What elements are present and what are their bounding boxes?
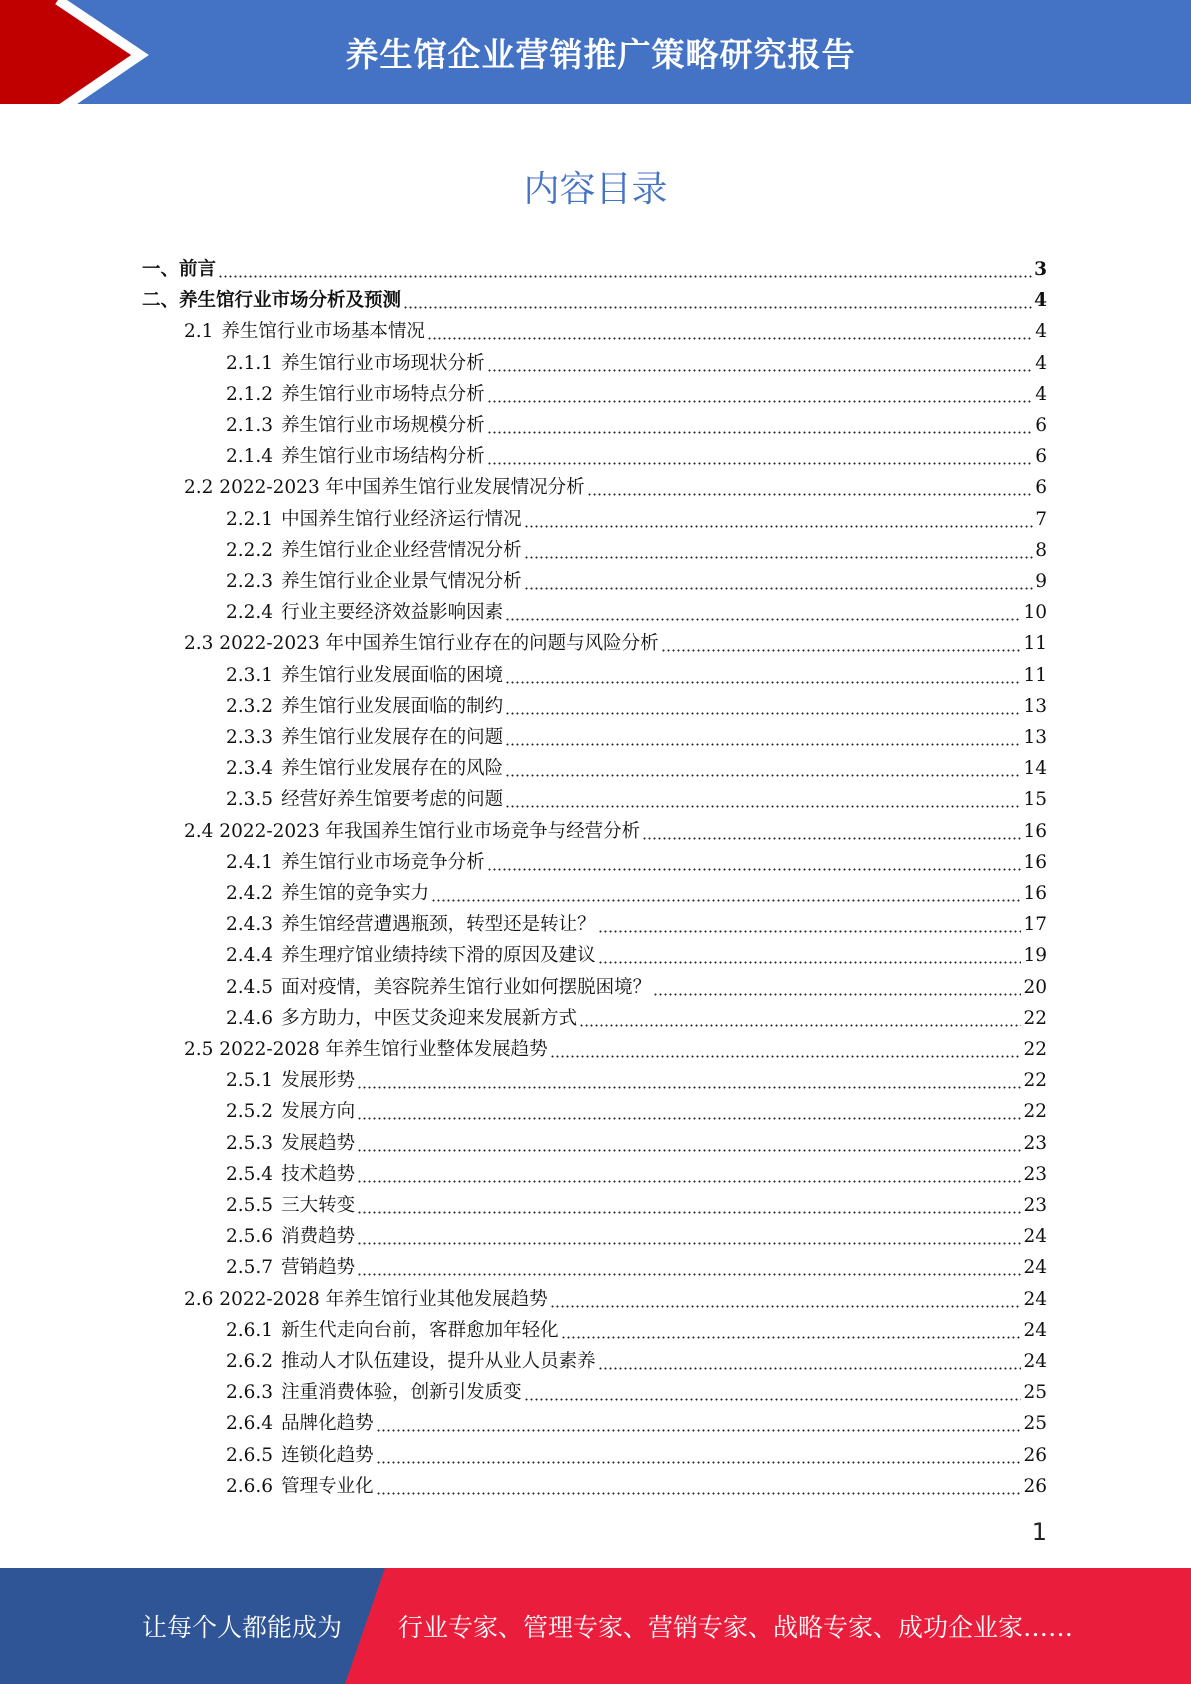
toc-entry-label <box>226 691 503 722</box>
toc-leader-dots <box>487 431 1034 434</box>
toc-entry-number: 2.5.4 <box>226 1163 274 1185</box>
toc-leader-dots <box>524 525 1034 528</box>
toc-entry-label <box>226 1440 374 1471</box>
toc-leader-dots <box>357 1149 1021 1152</box>
toc-entry-label <box>226 566 522 597</box>
toc-entry-number: 2.4.3 <box>226 914 274 936</box>
toc-entry-page: 22 <box>1023 1007 1047 1029</box>
toc-entry[interactable] <box>226 1471 1047 1502</box>
toc-entry-label <box>184 1284 548 1315</box>
toc-entry-number: 2.6.4 <box>226 1413 274 1435</box>
toc-entry-number: 2.1.2 <box>226 383 274 405</box>
toc-leader-dots <box>376 1461 1022 1464</box>
toc-entry-label <box>184 1034 548 1065</box>
toc-entry-page: 24 <box>1023 1319 1047 1341</box>
toc-entry[interactable] <box>226 441 1047 472</box>
toc-entry-page: 10 <box>1023 602 1047 624</box>
toc-entry[interactable] <box>226 1003 1047 1034</box>
toc-entry-label <box>226 972 651 1003</box>
toc-leader-dots <box>598 930 1022 933</box>
toc-entry-text: 发展形势 <box>281 1070 356 1092</box>
toc-entry-text: 注重消费体验，创新引发质变 <box>281 1382 522 1404</box>
toc-entry-number: 2.3.2 <box>226 695 274 717</box>
toc-leader-dots <box>653 993 1021 996</box>
toc-entry-label <box>226 1190 355 1221</box>
toc-entry[interactable] <box>226 1065 1047 1096</box>
toc-leader-dots <box>598 961 1022 964</box>
toc-entry-text: 面对疫情，美容院养生馆行业如何摆脱困境？ <box>281 976 652 998</box>
toc-entry-label <box>226 1471 374 1502</box>
toc-entry-label <box>226 504 522 535</box>
toc-entry-page: 25 <box>1023 1413 1047 1435</box>
toc-entry-label <box>226 784 503 815</box>
toc-entry-label <box>226 1128 355 1159</box>
toc-entry-page: 11 <box>1023 633 1047 655</box>
toc-entry-text: 养生馆的竞争实力 <box>281 883 430 904</box>
toc-leader-dots <box>505 774 1021 777</box>
toc-entry-text: 品牌化趋势 <box>281 1413 374 1435</box>
toc-entry-text: 养生理疗馆业绩持续下滑的原因及建议 <box>281 945 596 967</box>
toc-entry-text: 中国养生馆行业经济运行情况 <box>281 508 522 530</box>
toc-entry-text: 养生馆行业企业经营情况分析 <box>281 539 522 561</box>
toc-entry-text: 养生馆行业市场规模分析 <box>281 415 485 436</box>
toc-entry-label <box>226 1096 355 1127</box>
toc-entry-page: 7 <box>1035 508 1047 530</box>
toc-entry-page: 4 <box>1035 352 1047 374</box>
toc-leader-dots <box>579 1024 1021 1027</box>
toc-entry-number: 2.5.6 <box>226 1226 274 1248</box>
toc-entry-text: 养生馆行业市场竞争分析 <box>281 851 485 873</box>
toc-entry-label <box>226 753 503 784</box>
toc-entry-number: 2.1 <box>184 321 214 343</box>
toc-entry-number: 2.4.2 <box>226 883 274 904</box>
toc-entry-number: 2.2.2 <box>226 539 274 561</box>
toc-entry-page: 26 <box>1023 1444 1047 1466</box>
toc-leader-dots <box>376 1429 1022 1432</box>
toc-entry-page: 23 <box>1023 1132 1047 1154</box>
toc-entry-number: 2.4.5 <box>226 976 274 998</box>
toc-entry-page: 16 <box>1023 851 1047 873</box>
toc-entry-page: 25 <box>1023 1382 1047 1404</box>
toc-entry-text: 推动人才队伍建设，提升从业人员素养 <box>281 1351 596 1372</box>
toc-entry-number: 2.5.7 <box>226 1257 274 1279</box>
toc-entry[interactable] <box>226 1252 1047 1283</box>
toc-entry-page: 6 <box>1035 477 1047 499</box>
toc-entry-label <box>184 628 659 659</box>
toc-entry[interactable] <box>226 1221 1047 1252</box>
toc-entry-page: 16 <box>1023 883 1047 904</box>
toc-entry[interactable] <box>184 1034 1047 1065</box>
toc-entry[interactable] <box>142 285 1047 316</box>
toc-entry-number: 2.5.1 <box>226 1070 274 1092</box>
toc-entry-label <box>226 379 485 410</box>
toc-entry-number: 2.2.1 <box>226 508 274 530</box>
toc-entry-page: 26 <box>1023 1475 1047 1497</box>
toc-leader-dots <box>218 275 1032 278</box>
toc-entry-page: 22 <box>1023 1070 1047 1092</box>
toc-leader-dots <box>403 306 1032 309</box>
toc-entry[interactable] <box>226 535 1047 566</box>
toc-entry-page: 13 <box>1023 695 1047 717</box>
toc-entry[interactable] <box>226 1190 1047 1221</box>
toc-entry-text: 一、前言 <box>142 259 217 280</box>
toc-entry-number: 2.3.5 <box>226 789 274 811</box>
toc-entry[interactable] <box>226 1096 1047 1127</box>
toc-leader-dots <box>642 837 1021 840</box>
toc-entry[interactable] <box>226 660 1047 691</box>
toc-entry-number: 2.3.3 <box>226 727 274 748</box>
toc-leader-dots <box>561 1336 1022 1339</box>
toc-entry[interactable] <box>226 379 1047 410</box>
toc-entry-text: 养生馆行业企业景气情况分析 <box>281 571 522 592</box>
toc-entry-page: 23 <box>1023 1163 1047 1185</box>
toc-entry[interactable] <box>226 722 1047 753</box>
toc-entry-page: 24 <box>1023 1257 1047 1279</box>
toc-entry-label <box>226 1003 577 1034</box>
toc-entry-text: 新生代走向台前，客群愈加年轻化 <box>281 1319 559 1341</box>
toc-entry-text: 养生馆行业发展存在的问题 <box>281 727 504 748</box>
toc-leader-dots <box>487 400 1034 403</box>
toc-leader-dots <box>487 462 1034 465</box>
toc-entry[interactable] <box>226 909 1047 940</box>
toc-leader-dots <box>550 1305 1022 1308</box>
toc-entry-text: 三大转变 <box>281 1195 356 1216</box>
toc-entry-number: 2.1.4 <box>226 446 274 468</box>
toc-entry-label <box>226 597 503 628</box>
toc-entry-text: 养生馆行业市场现状分析 <box>281 352 485 374</box>
toc-entry-number: 2.6.3 <box>226 1382 274 1404</box>
toc-entry-label <box>184 316 425 347</box>
toc-leader-dots <box>524 587 1034 590</box>
toc-entry[interactable] <box>226 940 1047 971</box>
toc-leader-dots <box>357 1273 1021 1276</box>
toc-entry-text: 养生馆行业市场结构分析 <box>281 446 485 468</box>
toc-leader-dots <box>661 649 1022 652</box>
toc-entry-label <box>142 285 401 316</box>
toc-entry-page: 15 <box>1023 789 1047 811</box>
footer-slogan-left: 让每个人都能成为 <box>142 1613 343 1642</box>
toc-entry-text: 消费趋势 <box>281 1226 356 1248</box>
toc-entry-label <box>226 1065 355 1096</box>
toc-leader-dots <box>505 618 1021 621</box>
toc-entry-number: 2.4.4 <box>226 945 274 967</box>
toc-entry[interactable] <box>226 1315 1047 1346</box>
toc-entry-text: 养生馆行业发展面临的困境 <box>281 664 504 686</box>
toc-entry[interactable] <box>184 628 1047 659</box>
toc-entry-number: 2.3.4 <box>226 758 274 780</box>
toc-entry-label <box>226 441 485 472</box>
toc-entry-page: 6 <box>1035 446 1047 468</box>
toc-entry-label <box>226 722 503 753</box>
toc-entry-label <box>226 1221 355 1252</box>
toc-entry-label <box>184 472 585 503</box>
toc-entry-page: 20 <box>1023 976 1047 998</box>
toc-entry[interactable] <box>226 1440 1047 1471</box>
toc-entry-page: 6 <box>1035 415 1047 436</box>
toc-entry-text: 行业主要经济效益影响因素 <box>281 602 504 624</box>
page-header <box>0 0 1191 111</box>
toc-leader-dots <box>431 899 1021 902</box>
toc-entry-text: 发展趋势 <box>281 1132 356 1154</box>
toc-leader-dots <box>524 1398 1022 1401</box>
toc-leader-dots <box>376 1492 1022 1495</box>
footer-slogan-right: 行业专家、管理专家、营销专家、战略专家、成功企业家…… <box>398 1613 1074 1642</box>
toc-entry[interactable] <box>226 348 1047 379</box>
toc-entry[interactable] <box>184 472 1047 503</box>
toc-entry-label <box>226 348 485 379</box>
toc-entry-number: 2.1.1 <box>226 352 274 374</box>
toc-entry[interactable] <box>226 1346 1047 1377</box>
toc-entry-label <box>226 1408 374 1439</box>
toc-entry-page: 24 <box>1023 1226 1047 1248</box>
toc-entry-page: 24 <box>1023 1351 1047 1372</box>
page-footer <box>0 1568 1191 1684</box>
toc-entry-page: 8 <box>1035 539 1047 561</box>
report-title: 养生馆企业营销推广策略研究报告 <box>345 34 856 74</box>
toc-entry-number: 2.6.5 <box>226 1444 274 1466</box>
toc-entry[interactable] <box>226 753 1047 784</box>
toc-entry-label <box>226 847 485 878</box>
page-number: 1 <box>1031 1518 1047 1546</box>
toc-entry-text: 2.5 2022-2028 年养生馆行业整体发展趋势 <box>184 1039 548 1060</box>
toc-entry-label <box>184 816 640 847</box>
toc-entry[interactable] <box>226 1128 1047 1159</box>
toc-leader-dots <box>357 1180 1021 1183</box>
toc-entry[interactable] <box>226 1408 1047 1439</box>
toc-leader-dots <box>505 712 1021 715</box>
toc-entry-page: 22 <box>1023 1039 1047 1060</box>
toc-entry[interactable] <box>226 566 1047 597</box>
toc-entry-page: 24 <box>1023 1288 1047 1310</box>
toc-leader-dots <box>524 556 1034 559</box>
toc-entry-page: 16 <box>1023 820 1047 842</box>
toc-leader-dots <box>487 868 1022 871</box>
toc-entry-page: 13 <box>1023 727 1047 748</box>
toc-entry-text: 养生馆经营遭遇瓶颈，转型还是转让？ <box>281 914 596 936</box>
toc-entry-number: 2.5.3 <box>226 1132 274 1154</box>
toc-entry-label <box>226 535 522 566</box>
toc-entry-label <box>226 940 596 971</box>
toc-entry-number: 2.5.5 <box>226 1195 274 1216</box>
toc-leader-dots <box>505 805 1021 808</box>
toc-entry[interactable] <box>184 1284 1047 1315</box>
toc-entry-number: 2.3.1 <box>226 664 274 686</box>
toc-entry-number: 2.4.6 <box>226 1007 274 1029</box>
toc-leader-dots <box>598 1367 1022 1370</box>
toc-entry-text: 二、养生馆行业市场分析及预测 <box>142 290 402 312</box>
toc-entry[interactable] <box>226 972 1047 1003</box>
toc-entry[interactable] <box>226 784 1047 815</box>
toc-entry-number: 2.6.6 <box>226 1475 274 1497</box>
toc-entry-text: 发展方向 <box>281 1101 356 1123</box>
toc-entry-page: 9 <box>1035 571 1047 592</box>
toc-entry[interactable] <box>226 878 1047 909</box>
toc-entry-number: 2.5.2 <box>226 1101 274 1123</box>
toc-heading: 内容目录 <box>523 169 668 210</box>
toc-leader-dots <box>357 1242 1021 1245</box>
toc-entry[interactable] <box>226 847 1047 878</box>
toc-entry-label <box>142 254 216 285</box>
toc-entry[interactable] <box>226 1377 1047 1408</box>
toc-entry-page: 17 <box>1023 914 1047 936</box>
toc-entry-page: 19 <box>1023 945 1047 967</box>
toc-entry-label <box>226 1159 355 1190</box>
toc-entry-number: 2.2.3 <box>226 571 274 592</box>
toc-entry-text: 2.4 2022-2023 年我国养生馆行业市场竞争与经营分析 <box>184 820 641 842</box>
toc-entry[interactable] <box>184 316 1047 347</box>
toc-entry-text: 2.6 2022-2028 年养生馆行业其他发展趋势 <box>184 1288 548 1310</box>
toc-leader-dots <box>357 1211 1021 1214</box>
toc-entry-text: 2.2 2022-2023 年中国养生馆行业发展情况分析 <box>184 477 585 499</box>
toc-entry-number: 2.4.1 <box>226 851 274 873</box>
toc-leader-dots <box>487 369 1034 372</box>
toc-entry[interactable] <box>226 1159 1047 1190</box>
toc-entry-label <box>226 660 503 691</box>
toc-entry-number: 2.6.2 <box>226 1351 274 1372</box>
toc-entry-number: 2.2.4 <box>226 602 274 624</box>
toc-entry-label <box>226 1252 355 1283</box>
toc-leader-dots <box>357 1117 1021 1120</box>
toc-entry-text: 多方助力，中医艾灸迎来发展新方式 <box>281 1007 578 1029</box>
toc-leader-dots <box>550 1055 1022 1058</box>
toc-leader-dots <box>505 743 1021 746</box>
toc-entry[interactable] <box>226 504 1047 535</box>
toc-entry-page: 14 <box>1023 758 1047 780</box>
toc-leader-dots <box>505 681 1021 684</box>
toc-entry-label <box>226 410 485 441</box>
toc-entry[interactable] <box>226 597 1047 628</box>
toc-leader-dots <box>587 493 1034 496</box>
toc-entry[interactable] <box>184 816 1047 847</box>
toc-entry-label <box>226 1315 559 1346</box>
toc-entry[interactable] <box>142 254 1047 285</box>
toc-entry[interactable] <box>226 410 1047 441</box>
toc-entry-page: 3 <box>1034 259 1047 280</box>
toc-entry-text: 管理专业化 <box>281 1475 374 1497</box>
toc-entry-page: 4 <box>1035 321 1047 343</box>
toc-entry-text: 养生馆行业发展存在的风险 <box>281 758 504 780</box>
toc-leader-dots <box>357 1086 1021 1089</box>
toc-entry-page: 4 <box>1035 383 1047 405</box>
toc-entry-text: 养生馆行业市场特点分析 <box>281 383 485 405</box>
toc-entry-text: 营销趋势 <box>281 1257 356 1279</box>
toc-entry-label <box>226 878 429 909</box>
toc-entry-text: 技术趋势 <box>281 1163 356 1185</box>
toc-leader-dots <box>427 337 1033 340</box>
toc-entry-number: 2.1.3 <box>226 415 274 436</box>
toc-entry-label <box>226 1377 522 1408</box>
toc-entry-text: 经营好养生馆要考虑的问题 <box>281 789 504 811</box>
toc-entry-label <box>226 1346 596 1377</box>
toc-entry-page: 4 <box>1034 290 1047 312</box>
toc-entry-text: 养生馆行业市场基本情况 <box>221 321 425 343</box>
toc-entry-number: 2.6.1 <box>226 1319 274 1341</box>
toc-entry-text: 连锁化趋势 <box>281 1444 374 1466</box>
toc-entry-label <box>226 909 596 940</box>
toc-entry[interactable] <box>226 691 1047 722</box>
toc-entry-text: 2.3 2022-2023 年中国养生馆行业存在的问题与风险分析 <box>184 633 659 655</box>
toc-entry-page: 11 <box>1023 664 1047 686</box>
toc-entry-page: 23 <box>1023 1195 1047 1216</box>
toc-entry-text: 养生馆行业发展面临的制约 <box>281 695 504 717</box>
toc-entry-page: 22 <box>1023 1101 1047 1123</box>
